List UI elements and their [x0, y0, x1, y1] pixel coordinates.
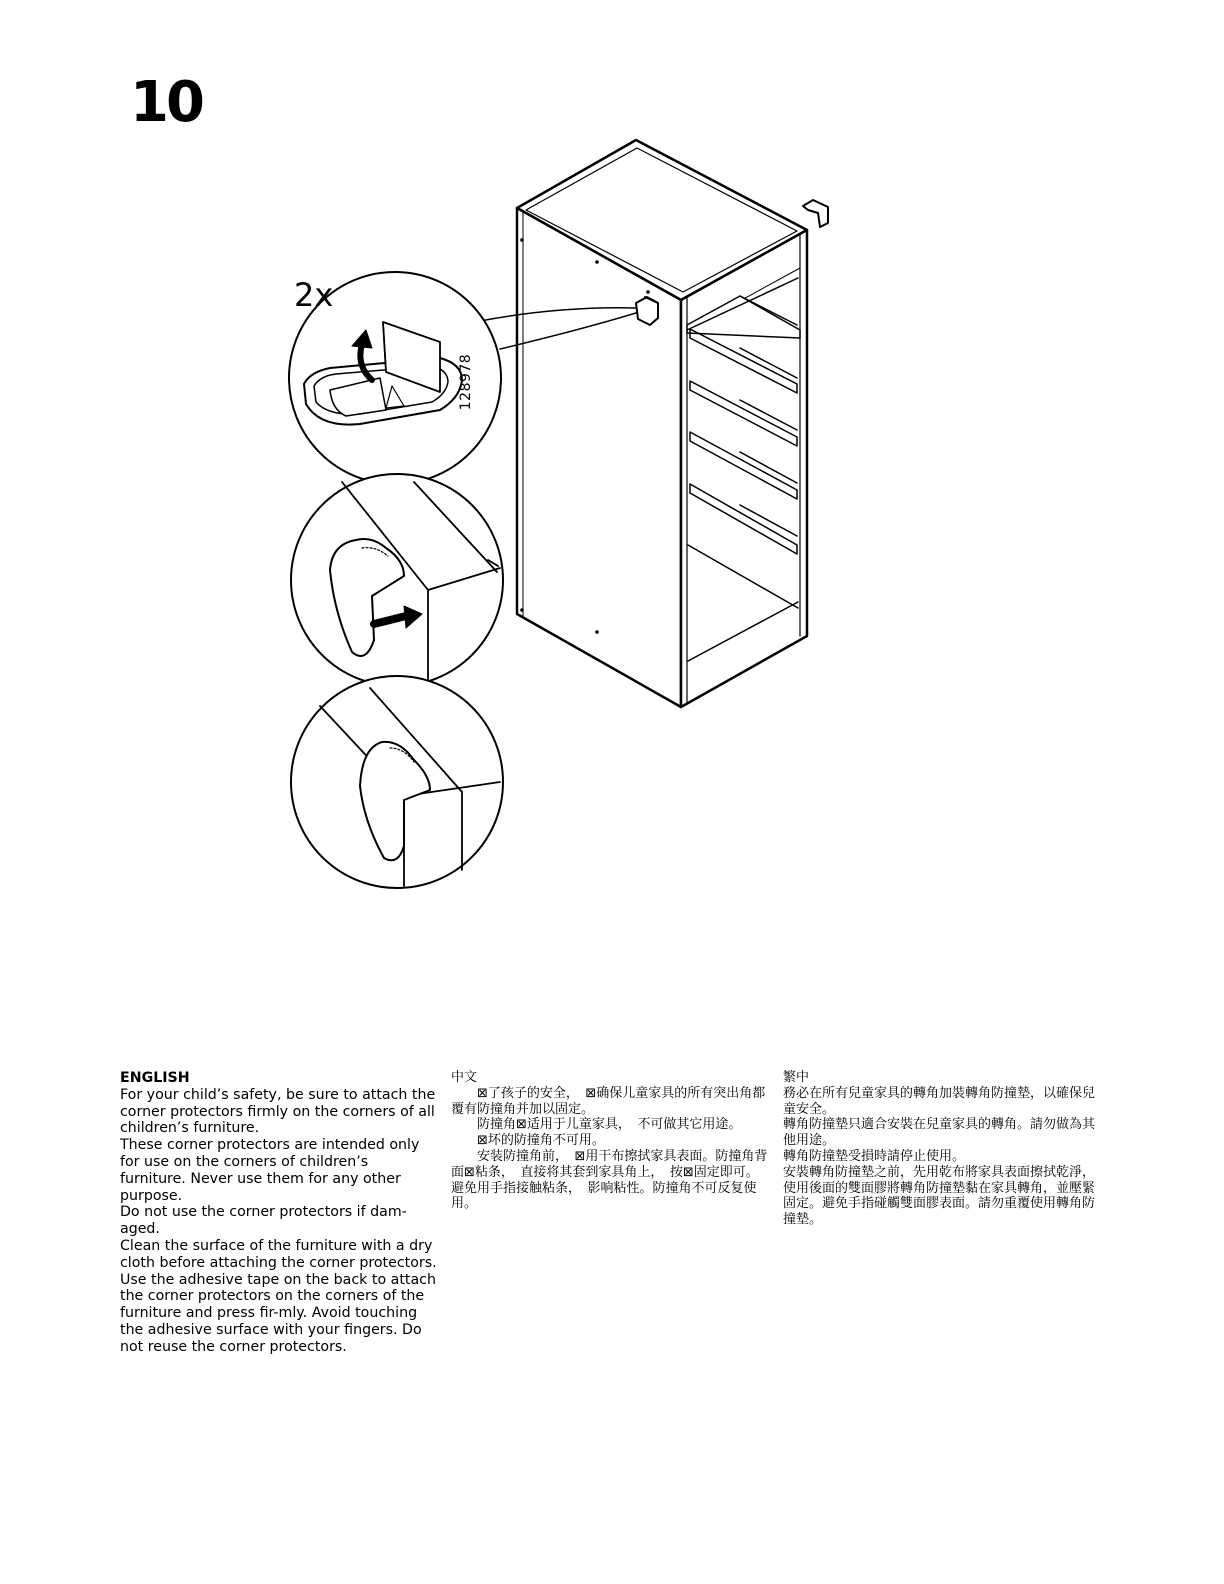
chinese-traditional-instructions [783, 1070, 1101, 1228]
cabinet-drawing [517, 140, 828, 707]
chinese-traditional-paragraph: 轉角防撞墊受損時請停止使用。 [783, 1148, 966, 1164]
chinese-simplified-heading: 中文 [451, 1070, 478, 1085]
english-paragraph: Clean the surface of the furniture with a dry cloth before attaching the corner protectors. Use the adhesive tape on the back to attach the corner protectors on the corners of the furniture and press fir-mly. Avoid touching the adhesive surface with your fingers. Do not reuse the corner protectors. [120, 1237, 437, 1355]
detail-circle-attach [291, 474, 503, 686]
chinese-traditional-paragraph: 務必在所有兒童家具的轉角加裝轉角防撞墊，以確保兒童安全。 [783, 1085, 1096, 1117]
part-number: 128978 [458, 353, 475, 411]
chinese-simplified-paragraph: 安装防撞角前， ⊠用干布擦拭家具表面。防撞角背面⊠粘条， 直接将其套到家具角上， 按⊠固定即可。 避免用手指接触粘条， 影响粘性。防撞角不可反复使用。 [451, 1148, 768, 1212]
chinese-simplified-paragraph: ⊠坏的防撞角不可用。 [477, 1133, 605, 1149]
chinese-simplified-instructions [451, 1070, 769, 1212]
english-heading: ENGLISH [120, 1070, 190, 1086]
english-paragraph: These corner protectors are intended only for use on the corners of children’s furniture. Never use them for any other purpose. [120, 1137, 420, 1204]
chinese-simplified-paragraph: ⊠了孩子的安全， ⊠确保儿童家具的所有突出角都覆有防撞角并加以固定。 [451, 1085, 766, 1117]
quantity-label: 2x [294, 276, 334, 314]
english-instructions [120, 1070, 438, 1356]
detail-circle-attached [291, 676, 503, 888]
english-paragraph: Do not use the corner protectors if dam-aged. [120, 1204, 407, 1238]
step-number: 10 [130, 70, 202, 135]
chinese-traditional-paragraph: 轉角防撞墊只適合安裝在兒童家具的轉角。請勿做為其他用途。 [783, 1117, 1096, 1149]
chinese-simplified-paragraph: 防撞角⊠适用于儿童家具， 不可做其它用途。 [477, 1117, 742, 1133]
chinese-traditional-heading: 繁中 [783, 1070, 810, 1085]
chinese-traditional-paragraph: 安裝轉角防撞墊之前，先用乾布將家具表面擦拭乾淨，使用後面的雙面膠將轉角防撞墊黏在家具轉角，並壓緊固定。避免手指碰觸雙面膠表面。請勿重覆使用轉角防撞墊。 [783, 1164, 1096, 1228]
english-paragraph: For your child’s safety, be sure to attach the corner protectors firmly on the corners of all children’s furniture. [120, 1086, 436, 1137]
